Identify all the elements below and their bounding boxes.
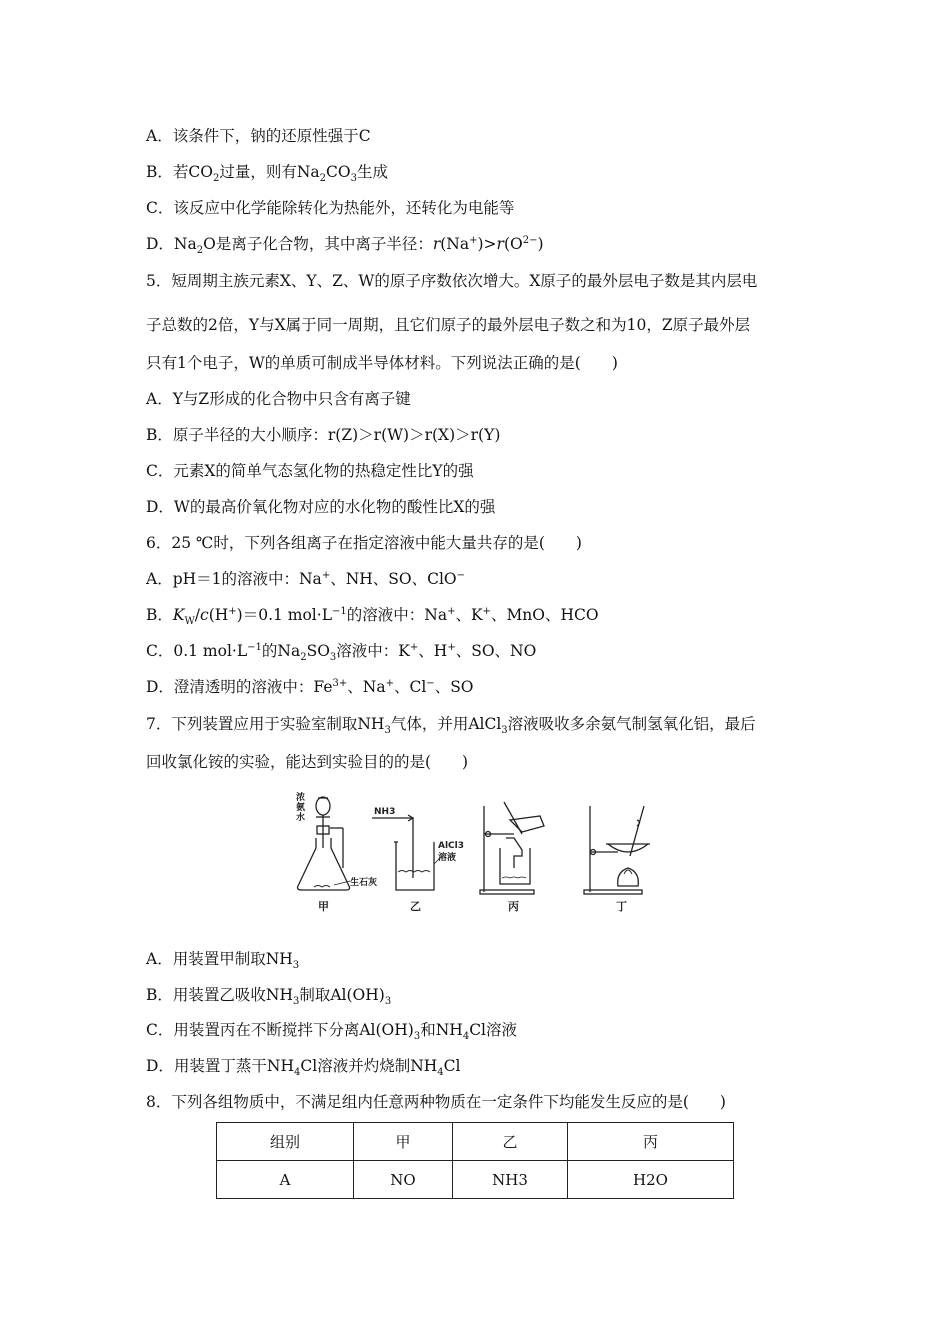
q7-stem-2: 回收氯化铵的实验，能达到实验目的的是( ) bbox=[146, 753, 469, 771]
header-yi: 乙 bbox=[453, 1123, 568, 1161]
q4-option-b: B．若$CO_2$过量，则有$Na_2CO_3$生成 bbox=[146, 163, 388, 185]
label-solution: 溶液 bbox=[438, 853, 457, 863]
caption-ding: 丁 bbox=[616, 900, 627, 913]
cell-bing: H2O bbox=[568, 1161, 734, 1199]
label-nh3: NH3 bbox=[374, 807, 396, 817]
q6-option-c: C．0.1 $mol\cdot L^{-1}$的$Na_2SO_3$溶液中：K+、H+、SO、NO bbox=[146, 641, 537, 664]
q5-stem-1: 5．短周期主族元素X、Y、Z、W的原子序数依次增大。X原子的最外层电子数是其内层电 bbox=[146, 272, 758, 290]
caption-jia: 甲 bbox=[318, 900, 329, 913]
q5-option-b: B．原子半径的大小顺序：r(Z)＞r(W)＞r(X)＞r(Y) bbox=[146, 426, 501, 444]
q6-stem: 6．25 ℃时，下列各组离子在指定溶液中能大量共存的是( ) bbox=[146, 534, 582, 552]
apparatus-jia bbox=[298, 797, 351, 890]
q4-option-d: D．$Na_2O$是离子化合物，其中离子半径：$r(Na^+)>r(O^{2-})$ bbox=[146, 234, 544, 257]
cell-group: A bbox=[217, 1161, 354, 1199]
q7-option-b: B．用装置乙吸收$NH_3$制取$Al(OH)_3$ bbox=[146, 986, 392, 1008]
q5-option-c: C．元素X的简单气态氢化物的热稳定性比Y的强 bbox=[146, 462, 474, 480]
table-header-row bbox=[217, 1123, 734, 1161]
header-group: 组别 bbox=[217, 1123, 354, 1161]
label-quicklime: 生石灰 bbox=[350, 878, 378, 888]
caption-bing: 丙 bbox=[508, 900, 519, 913]
q7-option-d: D．用装置丁蒸干$NH_4Cl$溶液并灼烧制$NH_4Cl$ bbox=[146, 1057, 461, 1079]
label-conc-2: 氨 bbox=[296, 803, 306, 813]
q6-option-a: A．pH＝1的溶液中：Na+、NH、SO、ClO− bbox=[146, 569, 466, 588]
header-bing: 丙 bbox=[568, 1123, 734, 1161]
q5-option-d: D．W的最高价氧化物对应的水化物的酸性比X的强 bbox=[146, 498, 496, 516]
q4-option-a: A．该条件下，钠的还原性强于C bbox=[146, 127, 371, 145]
q7-option-c: C．用装置丙在不断搅拌下分离$Al(OH)_3$和$NH_4Cl$溶液 bbox=[146, 1021, 518, 1043]
apparatus-ding bbox=[584, 806, 650, 894]
label-alcl3: AlCl3 bbox=[438, 841, 465, 851]
caption-yi: 乙 bbox=[410, 900, 421, 913]
q5-option-a: A．Y与Z形成的化合物中只含有离子键 bbox=[146, 390, 411, 408]
header-jia: 甲 bbox=[354, 1123, 453, 1161]
apparatus-yi bbox=[372, 815, 442, 890]
table-row bbox=[217, 1161, 734, 1199]
q7-stem-1: 7．下列装置应用于实验室制取$NH_3$气体，并用AlCl$_3$溶液吸收多余氨气制氢氧化铝，最后 bbox=[146, 715, 756, 737]
cell-yi: NH3 bbox=[453, 1161, 568, 1199]
label-conc-1: 浓 bbox=[296, 793, 306, 803]
q7-option-a: A．用装置甲制取$NH_3$ bbox=[146, 950, 300, 972]
q6-option-d: D．澄清透明的溶液中：$Fe^{3+}$、Na+、Cl−、SO bbox=[146, 677, 474, 696]
cell-jia: NO bbox=[354, 1161, 453, 1199]
q8-stem: 8．下列各组物质中，不满足组内任意两种物质在一定条件下均能发生反应的是( ) bbox=[146, 1093, 726, 1111]
q5-stem-2: 子总数的2倍，Y与X属于同一周期，且它们原子的最外层电子数之和为10，Z原子最外层 bbox=[146, 316, 751, 334]
q6-option-b: B．$K_W/c(H^+)=0.1$ $mol\cdot L^{-1}$的溶液中：Na+、K+、MnO、HCO bbox=[146, 605, 599, 628]
apparatus-bing bbox=[480, 802, 544, 894]
q8-table bbox=[216, 1122, 734, 1199]
q5-stem-3: 只有1个电子，W的单质可制成半导体材料。下列说法正确的是( ) bbox=[146, 354, 618, 372]
apparatus-figure bbox=[288, 786, 668, 914]
q4-option-c: C．该反应中化学能除转化为热能外，还转化为电能等 bbox=[146, 199, 515, 217]
label-conc-3: 水 bbox=[296, 813, 306, 823]
